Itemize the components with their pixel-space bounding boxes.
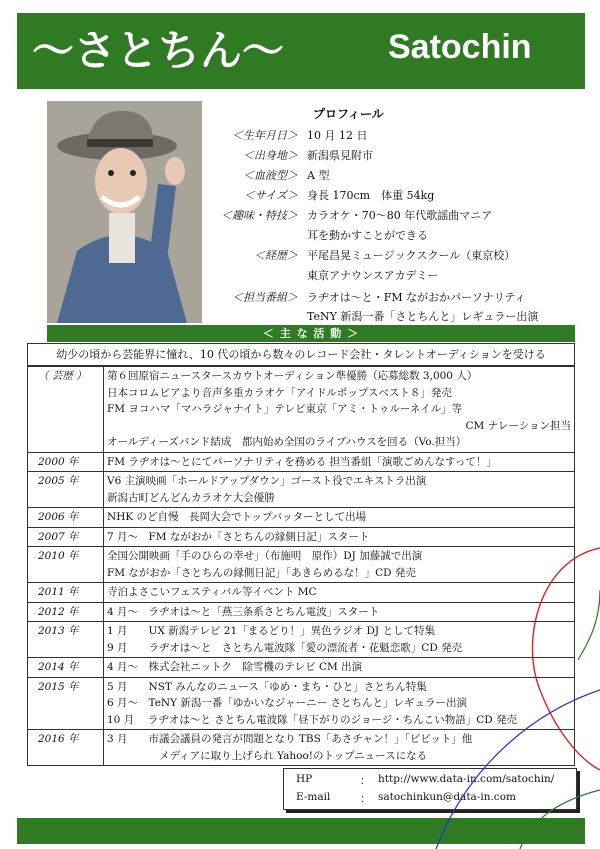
activities-heading: ＜ 主 な 活 動 ＞ <box>47 325 575 342</box>
profile-value-hobbies-2: 耳を動かすことができる <box>307 229 428 242</box>
timeline-entry: FM ヨコハマ「マハラジャナイト」テレビ東京「アミ・トゥルーネイル」等 <box>107 403 463 415</box>
timeline-entry: 4 月〜 株式会社ニットク 除雪機のテレビ CM 出演 <box>107 661 363 673</box>
timeline-year: 2014 年 <box>28 658 104 678</box>
timeline-entry: V6 主演映画「ホールドアップダウン」ゴースト役でエキストラ出演 <box>107 475 427 487</box>
timeline-year: 2000 年 <box>28 452 104 472</box>
profile-label-size: ＜サイズ＞ <box>243 189 298 202</box>
profile-label-programs: ＜担当番組＞ <box>232 291 298 304</box>
timeline-entry: 6 月〜 TeNY 新潟一番「ゆかいなジャーニー さとちんと」レギュラー出演 <box>107 697 468 709</box>
timeline-entry: 9 月 ラヂオは〜と さとちん電波隊「愛の漂流者・花魁恋歌」CD 発売 <box>107 641 463 654</box>
timeline-year: 2016 年 <box>28 730 104 766</box>
timeline-entry: オールディーズバンド結成 都内始め全国のライブハウスを回る（Vo.担当） <box>107 436 467 448</box>
email-label: E-mail <box>296 791 331 803</box>
timeline-entry: CM ナレーション担当 <box>465 419 571 432</box>
timeline-year: 2015 年 <box>28 677 104 730</box>
timeline-year: 2007 年 <box>28 527 104 547</box>
profile-value-hometown: 新潟県見附市 <box>307 149 373 162</box>
timeline-entry: 10 月 ラヂオは〜と さとちん電波隊「昼下がりのジョージ・ちんこい物語」CD 発売 <box>107 713 518 726</box>
timeline-entry: 新潟古町どんどんカラオケ大会優勝 <box>107 491 275 504</box>
timeline-year: 2013 年 <box>28 622 104 658</box>
page-title-english: Satochin <box>388 28 532 66</box>
timeline-entry: 4 月〜 ラヂオは〜と「燕三条系さとちん電波」スタート <box>107 605 380 618</box>
page-title-japanese: 〜さとちん〜 <box>32 26 285 75</box>
profile-label-hometown: ＜出身地＞ <box>243 149 298 162</box>
timeline-entry: 7 月〜 FM ながおか「さとちんの縁側日記」スタート <box>107 530 370 543</box>
profile-value-blood-type: A 型 <box>307 169 330 182</box>
timeline-year: 2006 年 <box>28 508 104 528</box>
hp-label: HP <box>296 773 313 785</box>
timeline-entry: FM ラヂオは〜とにてパーソナリティを務める 担当番組「演歌ごめんなすって！」 <box>107 455 497 468</box>
profile-label-hobbies: ＜趣味・特技＞ <box>221 209 298 222</box>
timeline-entry: NHK のど自慢 長岡大会でトップバッターとして出場 <box>107 511 367 523</box>
profile-value-programs-2: TeNY 新潟一番「さとちんと」レギュラー出演 <box>307 310 539 323</box>
timeline-entry: 日本コロムビアより音声多重カラオケ「アイドルポップスベスト８」発売 <box>107 386 452 399</box>
timeline-year: （ 芸歴 ） <box>28 367 104 453</box>
timeline-entry: 寺泊よさこいフェスティバル等イベント MC <box>107 586 317 598</box>
timeline-year: 2012 年 <box>28 602 104 622</box>
timeline-entry: FM ながおか「さとちんの縁側日記」「あきらめるな！」CD 発売 <box>107 566 416 579</box>
timeline-entry: 第６回原宿ニュースタースカウトオーディション準優勝（応募総数 3,000 人） <box>107 370 478 382</box>
email-link[interactable]: satochinkun@data-in.com <box>378 791 516 803</box>
profile-value-size: 身長 170cm 体重 54kg <box>307 189 435 202</box>
activities-intro: 幼少の頃から芸能界に憧れ、10 代の頃から数々のレコード会社・タレントオーディションを受ける <box>27 343 575 366</box>
timeline-entry: 5 月 NST みんなのニュース「ゆめ・まち・ひと」さとちん特集 <box>107 680 427 693</box>
profile-value-birthday: 10 月 12 日 <box>307 129 368 142</box>
hp-separator: ： <box>360 775 371 787</box>
profile-label-career: ＜経歴＞ <box>254 249 298 262</box>
timeline-entry: メディアに取り上げられ Yahoo!のトップニュースになる <box>159 749 428 762</box>
hp-link[interactable]: http://www.data-in.com/satochin/ <box>378 773 555 785</box>
timeline-year: 2011 年 <box>28 583 104 603</box>
profile-label-birthday: ＜生年月日＞ <box>232 129 298 142</box>
profile-value-programs: ラヂオは〜と・FM ながおかパーソナリティ <box>307 291 526 304</box>
timeline-entry: 3 月 市議会議員の発言が問題となり TBS「あさチャン！」「ビビット」他 <box>107 733 473 745</box>
timeline-entry: 1 月 UX 新潟テレビ 21「まるどり！」異色ラジオ DJ として特集 <box>107 625 435 637</box>
profile-value-hobbies: カラオケ・70〜80 年代歌謡曲マニア <box>307 209 493 222</box>
profile-value-career-2: 東京アナウンスアカデミー <box>307 269 439 282</box>
profile-label-blood-type: ＜血液型＞ <box>243 169 298 182</box>
timeline-entry: 全国公開映画「手のひらの幸せ」（布施明 原作）DJ 加藤誠で出演 <box>107 550 423 562</box>
profile-value-career: 平尾昌晃ミュージックスクール（東京校） <box>307 249 516 262</box>
profile-heading: プロフィール <box>313 107 384 121</box>
timeline-year: 2010 年 <box>28 547 104 583</box>
timeline-year: 2005 年 <box>28 472 104 508</box>
email-separator: ： <box>360 793 371 805</box>
